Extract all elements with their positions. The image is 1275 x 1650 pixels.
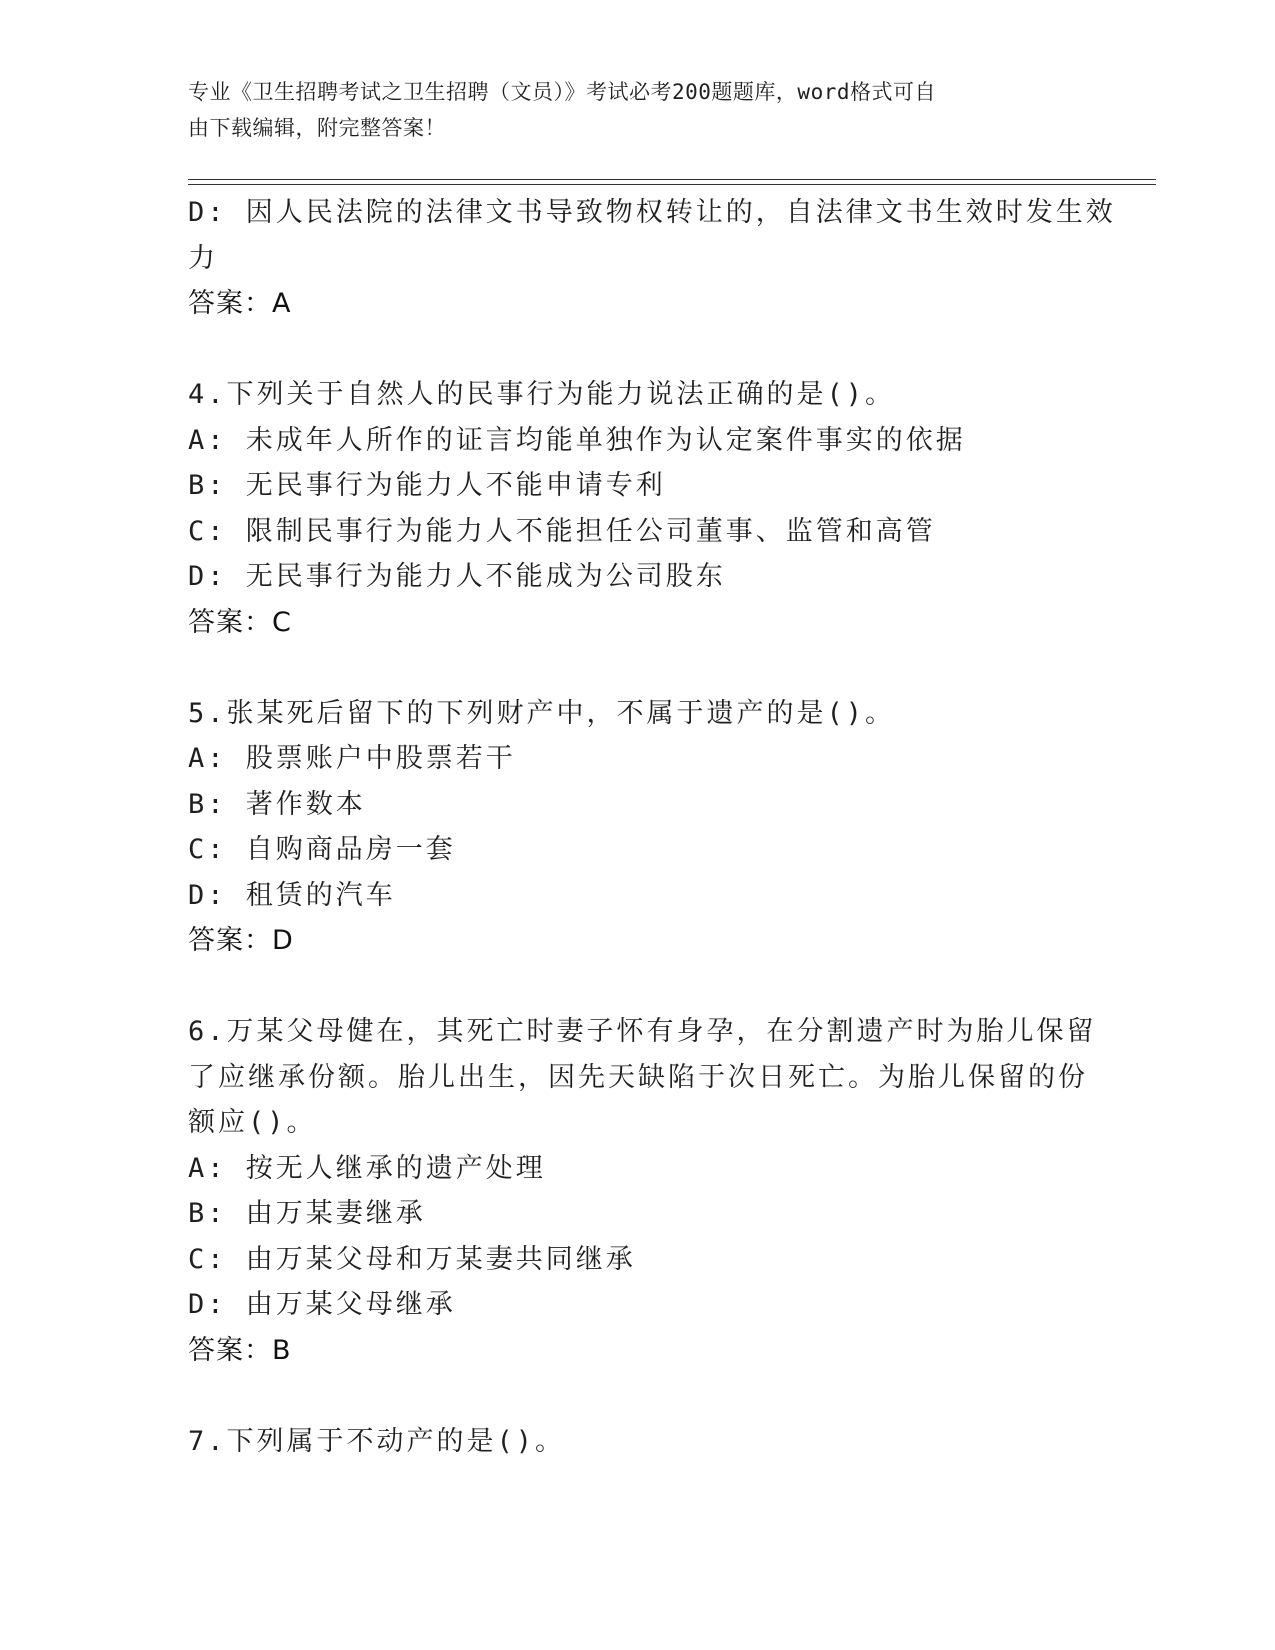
header-line-2: 由下载编辑，附完整答案！ — [188, 116, 446, 140]
question-4 — [188, 372, 1088, 645]
question-stem: 6.万某父母健在，其死亡时妻子怀有身孕，在分割遗产时为胎儿保留 — [188, 1016, 1097, 1047]
option-d: D: 无民事行为能力人不能成为公司股东 — [188, 561, 726, 592]
spacer — [188, 645, 1088, 691]
option-d: D: 因人民法院的法律文书导致物权转让的，自法律文书生效时发生效 — [188, 197, 1116, 228]
header-line-1: 专业《卫生招聘考试之卫生招聘（文员）》考试必考200题题库，word格式可自 — [188, 80, 936, 104]
option-a: A: 按无人继承的遗产处理 — [188, 1152, 546, 1184]
spacer — [188, 964, 1088, 1010]
document-header — [188, 74, 1088, 146]
answer-line: 答案：B — [188, 1334, 292, 1366]
option-c: C: 由万某父母和万某妻共同继承 — [188, 1243, 636, 1275]
answer-line: 答案：C — [188, 606, 292, 638]
option-d-continuation: 力 — [188, 242, 218, 274]
option-d: D: 租赁的汽车 — [188, 879, 396, 911]
option-c: C: 限制民事行为能力人不能担任公司董事、监管和高管 — [188, 515, 936, 547]
spacer — [188, 327, 1088, 373]
option-b: B: 著作数本 — [188, 788, 366, 820]
option-a: A: 股票账户中股票若干 — [188, 743, 516, 774]
option-b: B: 无民事行为能力人不能申请专利 — [188, 470, 666, 501]
option-d: D: 由万某父母继承 — [188, 1289, 456, 1320]
question-5 — [188, 691, 1088, 964]
option-a: A: 未成年人所作的证言均能单独作为认定案件事实的依据 — [188, 424, 966, 456]
spacer — [188, 1373, 1088, 1419]
option-b: B: 由万某妻继承 — [188, 1198, 426, 1229]
question-stem: 5.张某死后留下的下列财产中，不属于遗产的是()。 — [188, 697, 896, 729]
option-c: C: 自购商品房一套 — [188, 834, 456, 865]
question-stem-continuation: 了应继承份额。胎儿出生，因先天缺陷于次日死亡。为胎儿保留的份 — [188, 1061, 1088, 1093]
question-3-tail — [188, 190, 1116, 327]
question-list — [188, 190, 1116, 1464]
answer-line: 答案：A — [188, 288, 292, 319]
header-rule-bottom — [188, 184, 1156, 185]
question-7 — [188, 1419, 1088, 1465]
question-stem: 7.下列属于不动产的是()。 — [188, 1425, 566, 1457]
question-stem-continuation: 额应()。 — [188, 1107, 317, 1138]
question-stem: 4.下列关于自然人的民事行为能力说法正确的是()。 — [188, 379, 896, 410]
question-6 — [188, 1009, 1097, 1373]
header-rule-top — [188, 179, 1156, 180]
answer-line: 答案：D — [188, 925, 294, 956]
